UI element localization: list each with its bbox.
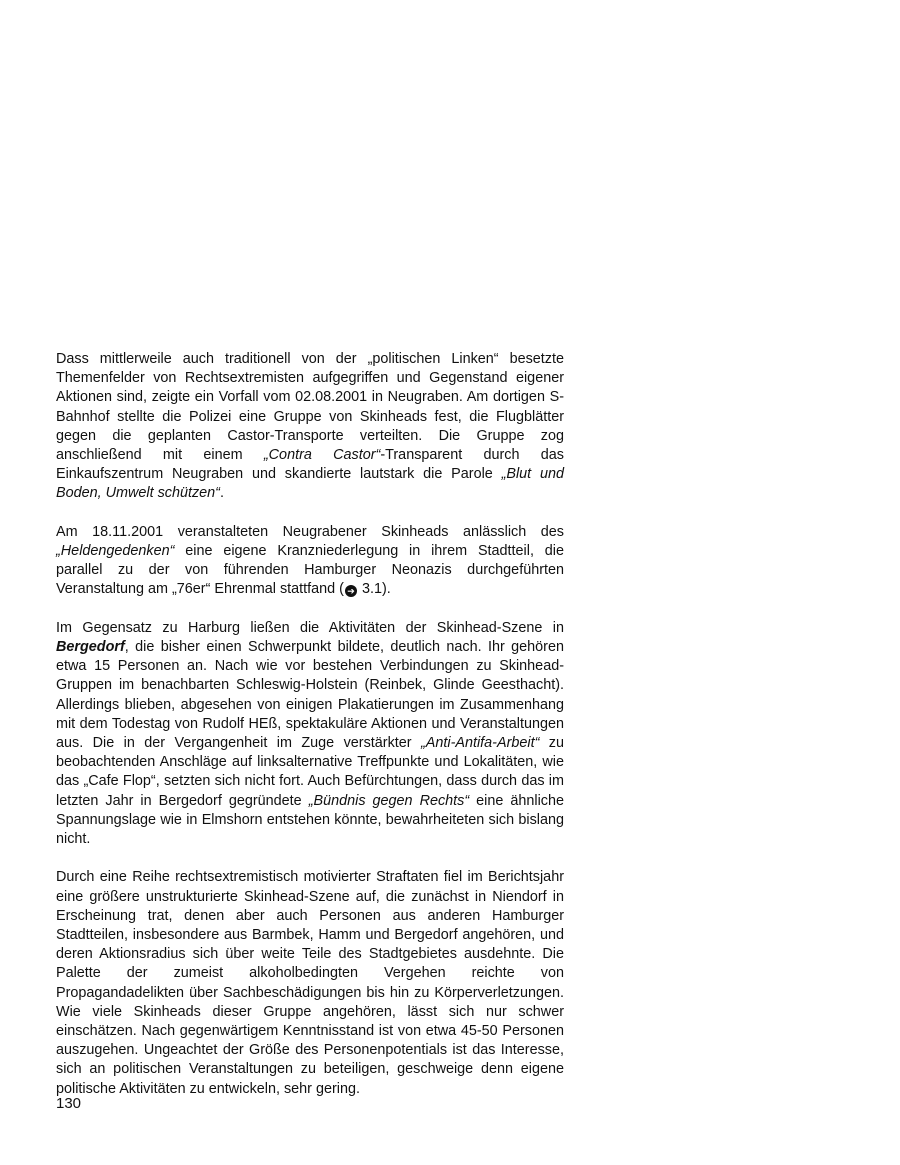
- emphasis-text: „Bündnis gegen Rechts“: [308, 792, 470, 809]
- page-number: 130: [56, 1095, 82, 1112]
- paragraph-text: zu beobachtenden Anschläge auf linksalternative Treffpunkte und Lokalitäten, wie das „Cafe Flop“, setzten sich nicht fort. Auch Befürchtungen, dass durch das im letzten Jahr in Bergedorf gegründete: [56, 735, 564, 809]
- paragraph: [56, 350, 564, 504]
- paragraph-text: eine ähnliche Spannungslage wie in Elmshorn entstehen könnte, bewahrheiteten sich bislang nicht.: [56, 792, 565, 848]
- paragraph-text: eine eigene Kranzniederlegung in ihrem Stadtteil, die parallel zu der von führenden Hamburger Neonazis durchgeführten Veranstaltung am „76er“ Ehrenmal stattfand (: [56, 543, 564, 598]
- text-column: [56, 350, 564, 1118]
- emphasis-text: „Contra Castor“: [263, 447, 381, 464]
- paragraph-text: , die bisher einen Schwerpunkt bildete, deutlich nach. Ihr gehören etwa 15 Personen an. Nach wie vor bestehen Verbindungen zu Skinhead-Gruppen im benachbarten Schleswig-Holstein (Reinbek, Glinde Geesthacht). Allerdings blieben, abgesehen von einigen Plakatierungen im Zusammenhang mit dem Todestag von Rudolf HEß, spektakuläre Aktionen und Veranstaltungen aus. Die in der Vergangenheit im Zuge verstärkter: [56, 639, 564, 752]
- emphasis-text: „Blut und Boden, Umwelt schützen“: [56, 466, 564, 502]
- paragraph-text: .: [219, 485, 224, 502]
- paragraph-text: Durch eine Reihe rechtsextremistisch motivierter Straftaten fiel im Berichtsjahr eine größere unstrukturierte Skinhead-Szene auf, die zunächst in Niendorf in Erscheinung trat, denen aber auch Personen aus anderen Hamburger Stadtteilen, insbesondere aus Barmbek, Hamm und Bergedorf angehören, und deren Aktionsradius sich über weite Teile des Stadtgebietes ausdehnte. Die Palette der zumeist alkoholbedingten Vergehen reichte von Propagandadelikten über Sachbeschädigungen bis hin zu Körperverletzungen. Wie viele Skinheads dieser Gruppe angehören, lässt sich nur schwer einschätzen. Nach gegenwärtigem Kenntnisstand ist von etwa 45-50 Personen auszugehen. Ungeachtet der Größe des Personenpotentials ist das Interesse, sich an politischen Veranstaltungen zu beteiligen, geschweige denn eigene politische Aktivitäten zu entwickeln, sehr gering.: [56, 869, 564, 1097]
- place-name-emphasis: Bergedorf: [56, 639, 125, 656]
- paragraph-text: Dass mittlerweile auch traditionell von der „politischen Linken“ besetzte Themenfelder von Rechtsextremisten aufgegriffen und Gegenstand eigener Aktionen sind, zeigte ein Vorfall vom 02.08.2001 in Neugraben. Am dortigen S-Bahnhof stellte die Polizei eine Gruppe von Skinheads fest, die Flugblätter gegen die geplanten Castor-Transporte verteilten. Die Gruppe zog anschließend mit einem: [56, 351, 564, 464]
- paragraph-text: Im Gegensatz zu Harburg ließen die Aktivitäten der Skinhead-Szene in: [56, 619, 564, 636]
- paragraph: [56, 523, 564, 600]
- paragraph-text: -Transparent durch das Einkaufszentrum Neugraben und skandierte lautstark die Parole: [56, 447, 564, 483]
- paragraph: [56, 619, 564, 849]
- arrow-right-circle-icon: ➔: [345, 585, 357, 597]
- emphasis-text: „Heldengedenken“: [56, 543, 175, 560]
- paragraph-text: 3.1).: [357, 581, 391, 598]
- emphasis-text: „Anti-Antifa-Arbeit“: [421, 735, 540, 752]
- paragraph-text: Am 18.11.2001 veranstalteten Neugrabener Skinheads anlässlich des: [56, 523, 564, 540]
- bold-wrapper: [56, 639, 125, 655]
- paragraph: [56, 868, 564, 1098]
